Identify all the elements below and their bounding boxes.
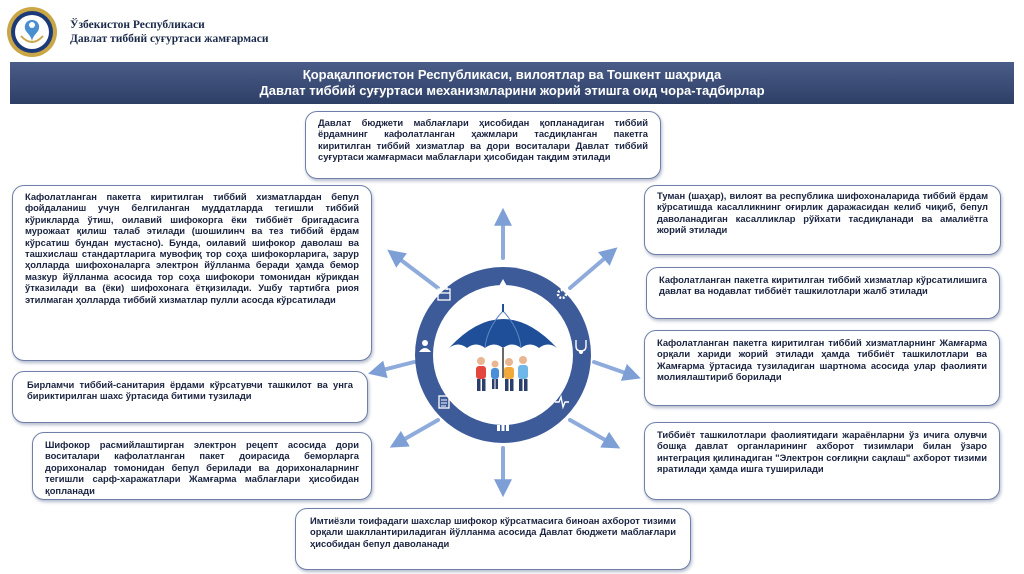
box-right-4: Тиббиёт ташкилотлари фаолиятидаги жараёнларни ўз ичига олувчи бошқа давлат органларининг ахборот тизимлари билан ўзаро интеграция қилинадиган "Электрон соғлиқни сақлаш" ахборот тизими яратилади ҳамда ишга туширилади bbox=[644, 422, 1000, 500]
banner-line1: Қорақалпоғистон Республикаси, вилоятлар ва Тошкент шаҳрида bbox=[302, 67, 722, 82]
org-title-line2: Давлат тиббий суғуртаси жамғармаси bbox=[70, 33, 269, 45]
banner-line2: Давлат тиббий суғуртаси механизмларини жорий этишга оид чора-тадбирлар bbox=[259, 83, 765, 98]
arrow-lower-left bbox=[396, 420, 438, 444]
org-title-line1: Ўзбекистон Республикаси bbox=[70, 19, 205, 31]
box-right-1: Туман (шаҳар), вилоят ва республика шифохоналарида тиббий ёрдам кўрсатишда касалликнинг оғирлик даражасидан келиб чиқиб, бепул даволанадиган касалликлар рўйхати тасдиқланади ва амалиётга жорий этилади bbox=[644, 185, 1001, 255]
arrow-right bbox=[594, 362, 634, 376]
arrow-left bbox=[375, 362, 414, 372]
box-bottom: Имтиёзли тоифадаги шахслар шифокор кўрсатмасига биноан ахборот тизими орқали шакллантириладиган йўлланма асосида Давлат бюджети маблағлари ҳисобидан бепул даволанади bbox=[295, 508, 691, 570]
box-left-2: Бирламчи тиббий-санитария ёрдами кўрсатувчи ташкилот ва унга бириктирилган шахс ўртасида битими тузилади bbox=[12, 371, 368, 423]
box-right-3: Кафолатланган пакетга киритилган тиббий хизматларнинг Жамғарма орқали хариди жорий этилади ҳамда тиббиёт ташкилотлари ва Жамғарма ўртасида тузиладиган шартнома асосида улар фаолияти молиялаштириб борилади bbox=[644, 330, 1000, 406]
box-left-3: Шифокор расмийлаштирган электрон рецепт асосида дори воситалари кафолатланган пакет доирасида беморларга дорихоналар томонидан бепул берилади ва дорихоналарнинг тегишли сарф-харажатлари Жамғарма маблағлари ҳисобидан қопланади bbox=[32, 432, 372, 500]
arrow-lower-right bbox=[570, 420, 614, 445]
arrow-upper-right bbox=[570, 252, 612, 288]
arrow-upper-left bbox=[393, 254, 438, 288]
box-top: Давлат бюджети маблағлари ҳисобидан қопланадиган тиббий ёрдамнинг кафолатланган ҳажмлари тасдиқланган пакетга киритилган тиббий хизматлар ва дори воситалари Давлат тиббий суғуртаси жамғармаси маблағлари ҳисобидан тақдим этилади bbox=[305, 111, 661, 179]
box-right-2: Кафолатланган пакетга киритилган тиббий хизматлар кўрсатилишига давлат ва нодавлат тиббиёт ташкилотлари жалб этилади bbox=[646, 267, 1000, 319]
box-left-1: Кафолатланган пакетга киритилган тиббий хизматлардан бепул фойдаланиш учун белгиланган муддатларда тегишли тиббий кўрикларда ўтиш, оилавий шифокорга ёки тиббиёт бригадасига мурожаат қилиш талаб этилади (шошилинч ва тез тиббий ёрдам кўрсатиш бундан мустасно). Бунда, оилавий шифокор даволаш ва ташхислаш стандартларига мувофиқ тор соҳа шифокорларига, зарур ҳолларда шифохоналарга электрон йўлланма беради ҳамда бемор мазкур йўлланма асосида тор соҳа шифокори томонидан кўрикдан ўтказилади ва (ёки) шифохонага ётқизилади. Ушбу тартибга риоя этилмаган ҳолларда тиббий хизматлар пулли асосда кўрсатилади bbox=[12, 185, 372, 361]
